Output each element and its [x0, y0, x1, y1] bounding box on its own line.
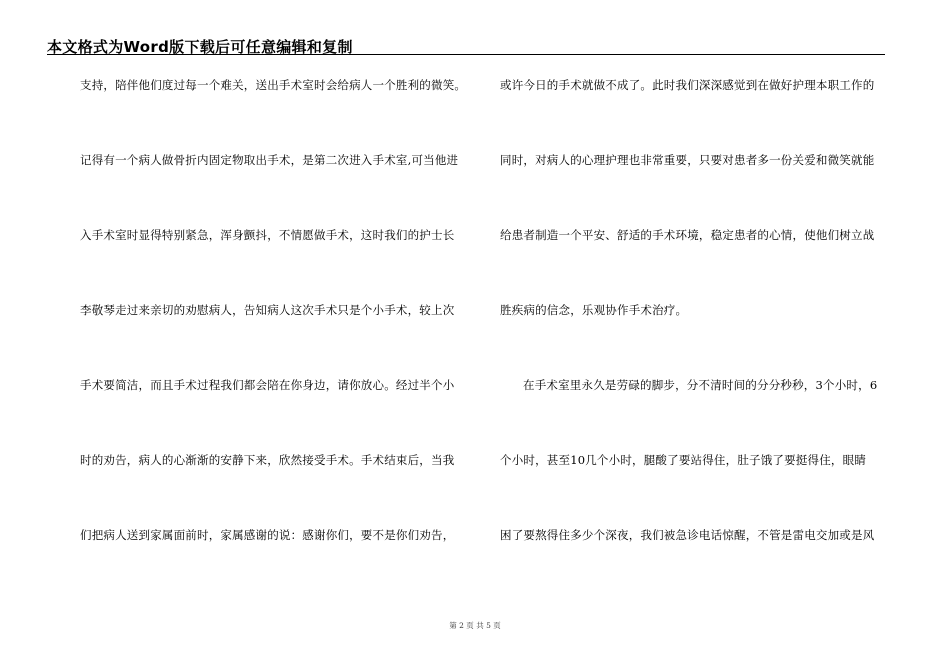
text-line: 同时，对病人的心理护理也非常重要，只要对患者多一份关爱和微笑就能 — [500, 153, 875, 167]
text-line: 李敬琴走过来亲切的劝慰病人，告知病人这次手术只是个小手术，较上次 — [80, 303, 455, 317]
text-line: 在手术室里永久是劳碌的脚步，分不清时间的分分秒秒，3个小时，6 — [523, 378, 878, 392]
text-line: 胜疾病的信念，乐观协作手术治疗。 — [500, 303, 688, 317]
text-line: 支持，陪伴他们度过每一个难关，送出手术室时会给病人一个胜利的微笑。 — [80, 78, 467, 92]
text-line: 或许今日的手术就做不成了。此时我们深深感觉到在做好护理本职工作的 — [500, 78, 875, 92]
text-line: 个小时，甚至10几个小时，腿酸了要站得住，肚子饿了要挺得住，眼睛 — [500, 453, 867, 467]
text-line: 给患者制造一个平安、舒适的手术环境，稳定患者的心情，使他们树立战 — [500, 228, 875, 242]
text-line: 们把病人送到家属面前时，家属感谢的说：感谢你们，要不是你们劝告， — [80, 528, 455, 542]
text-line: 困了要熬得住多少个深夜，我们被急诊电话惊醒，不管是雷电交加或是风 — [500, 528, 875, 542]
text-line: 入手术室时显得特别紧急，浑身颤抖，不情愿做手术，这时我们的护士长 — [80, 228, 455, 242]
page-number: 第 2 页 共 5 页 — [449, 621, 501, 630]
text-line: 记得有一个病人做骨折内固定物取出手术，是第二次进入手术室,可当他进 — [80, 153, 459, 167]
header-divider — [47, 54, 885, 55]
text-line: 时的劝告，病人的心渐渐的安静下来，欣然接受手术。手术结束后，当我 — [80, 453, 455, 467]
document-header-title: 本文格式为Word版下载后可任意编辑和复制 — [47, 38, 353, 56]
text-line: 手术要简洁，而且手术过程我们都会陪在你身边，请你放心。经过半个小 — [80, 378, 455, 392]
